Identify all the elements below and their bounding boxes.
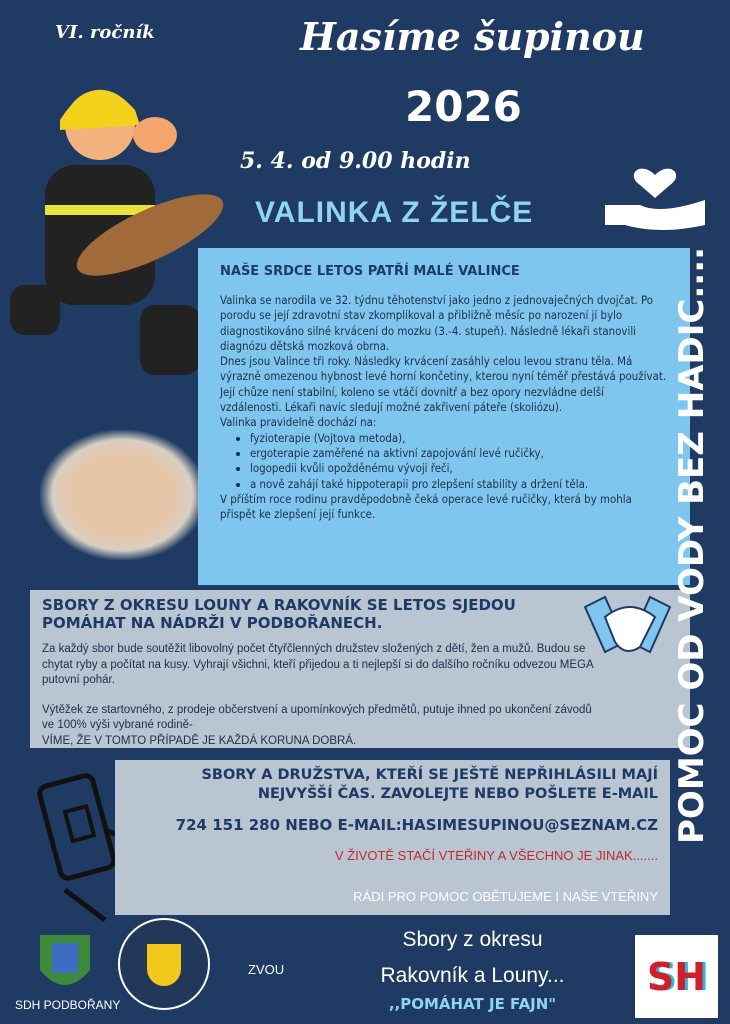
phone-email[interactable]: 724 151 280 NEBO E-MAIL:HASIMESUPINOU@SEZNAM.CZ: [175, 816, 658, 834]
sh-logo-letters: SH: [646, 954, 707, 999]
event-paragraph: Výtěžek ze startovného, z prodeje občerstvení a upomínkových předmětů, putuje ihned po ukončení závodů ve 100% výši vybrané rodině-: [42, 703, 592, 731]
tagline-white: RÁDI PRO POMOC OBĚTUJEME I NAŠE VTEŘINY: [353, 889, 658, 904]
sdh-podborany-logo: [30, 925, 100, 1000]
contact-heading: NEJVYŠŠÍ ČAS. ZAVOLEJTE NEBO POŠLETE E-MAIL: [257, 786, 658, 802]
list-item: • a nově zahájí také hippoterapii pro zlepšení stability a držení těla.: [250, 477, 668, 492]
event-heading: SBORY Z OKRESU LOUNY A RAKOVNÍK SE LETOS SJEDOU POMÁHAT NA NÁDRŽI V PODBOŘANECH.: [42, 596, 516, 632]
event-paragraph: Za každý sbor bude soutěžit libovolný počet čtyřčlenných družstev složených z dětí, žen a mužů. Budou se chytat ryby a počítat na kusy. Vyhrají všichni, kteří přijedou a ti nejlepší si do dalšího ročníku odvezou MEGA putovní pohár.: [42, 643, 593, 686]
event-subtitle: VALINKA Z ŽELČE: [255, 196, 534, 229]
footer-line: Sbory z okresu: [402, 928, 543, 951]
contact-box: [115, 760, 670, 915]
event-year: 2026: [405, 82, 522, 131]
sdh-label: SDH PODBOŘANY: [15, 998, 121, 1012]
invite-label: ZVOU: [248, 962, 285, 977]
story-paragraph: Dnes jsou Valince tři roky. Následky krvácení zasáhly celou levou stranu těla. Má výrazně omezenou hybnost levé horní končetiny, kterou nyní téměř přestává používat. Její chůze není stabilní, koleno se vtáčí dovnitř a bez opory nezvládne delší vzdálenosti. Lékaři navíc sledují možné zakřivení páteře (skoliózu).: [220, 354, 667, 415]
event-date: 5. 4. od 9.00 hodin: [240, 148, 471, 174]
vertical-slogan: POMOC OD VODY BEZ HADIC....: [672, 246, 712, 844]
story-paragraph: Valinka se narodila ve 32. týdnu těhotenství jako jedno z jednovaječných dvojčat. Po porodu se její zdravotní stav zkomplikoval a přibližně měsíc po narození jí bylo diagnostikováno silné krvácení do mozku (3.-4. stupeň). Následně lékaři stanovili diagnózu dětská mozková obrna.: [220, 293, 654, 353]
firefighter-mascot-image: [0, 45, 230, 390]
story-paragraph: Valinka pravidelně dochází na:: [220, 415, 377, 430]
footer-line: Rakovník a Louny...: [380, 964, 565, 987]
sh-cms-logo: [635, 935, 718, 1018]
osh-rakovnik-logo: [118, 918, 210, 1010]
event-paragraph: VÍME, ŽE V TOMTO PŘÍPADĚ JE KAŽDÁ KORUNA DOBRÁ.: [42, 734, 357, 747]
list-item: • logopedii kvůli opožděnému vývoji řeči,: [250, 461, 668, 476]
edition-label: VI. ročník: [55, 22, 155, 43]
contact-heading: SBORY A DRUŽSTVA, KTEŘÍ SE JEŠTĚ NEPŘIHLÁSILI MAJÍ: [201, 767, 658, 783]
footer-invitees: [360, 925, 585, 1013]
list-item: • ergoterapie zaměřené na aktivní zapojování levé ručičky,: [250, 446, 668, 461]
story-box: [198, 248, 690, 585]
therapy-list: [250, 431, 668, 492]
list-item: • fyzioterapie (Vojtova metoda),: [250, 431, 668, 446]
child-photo: [40, 430, 205, 560]
tagline-red: V ŽIVOTĚ STAČÍ VTEŘINY A VŠECHNO JE JINAK.......: [334, 848, 658, 863]
story-paragraph: V příštím roce rodinu pravděpodobně čeká operace levé ručičky, která by mohla přispět ke zlepšení její funkce.: [220, 491, 632, 522]
handshake-icon: [580, 592, 675, 662]
footer-slogan: ,,POMÁHAT JE FAJN": [388, 995, 557, 1013]
story-heading: NAŠE SRDCE LETOS PATŘÍ MALÉ VALINCE: [220, 264, 520, 279]
event-title: Hasíme šupinou: [300, 14, 645, 59]
